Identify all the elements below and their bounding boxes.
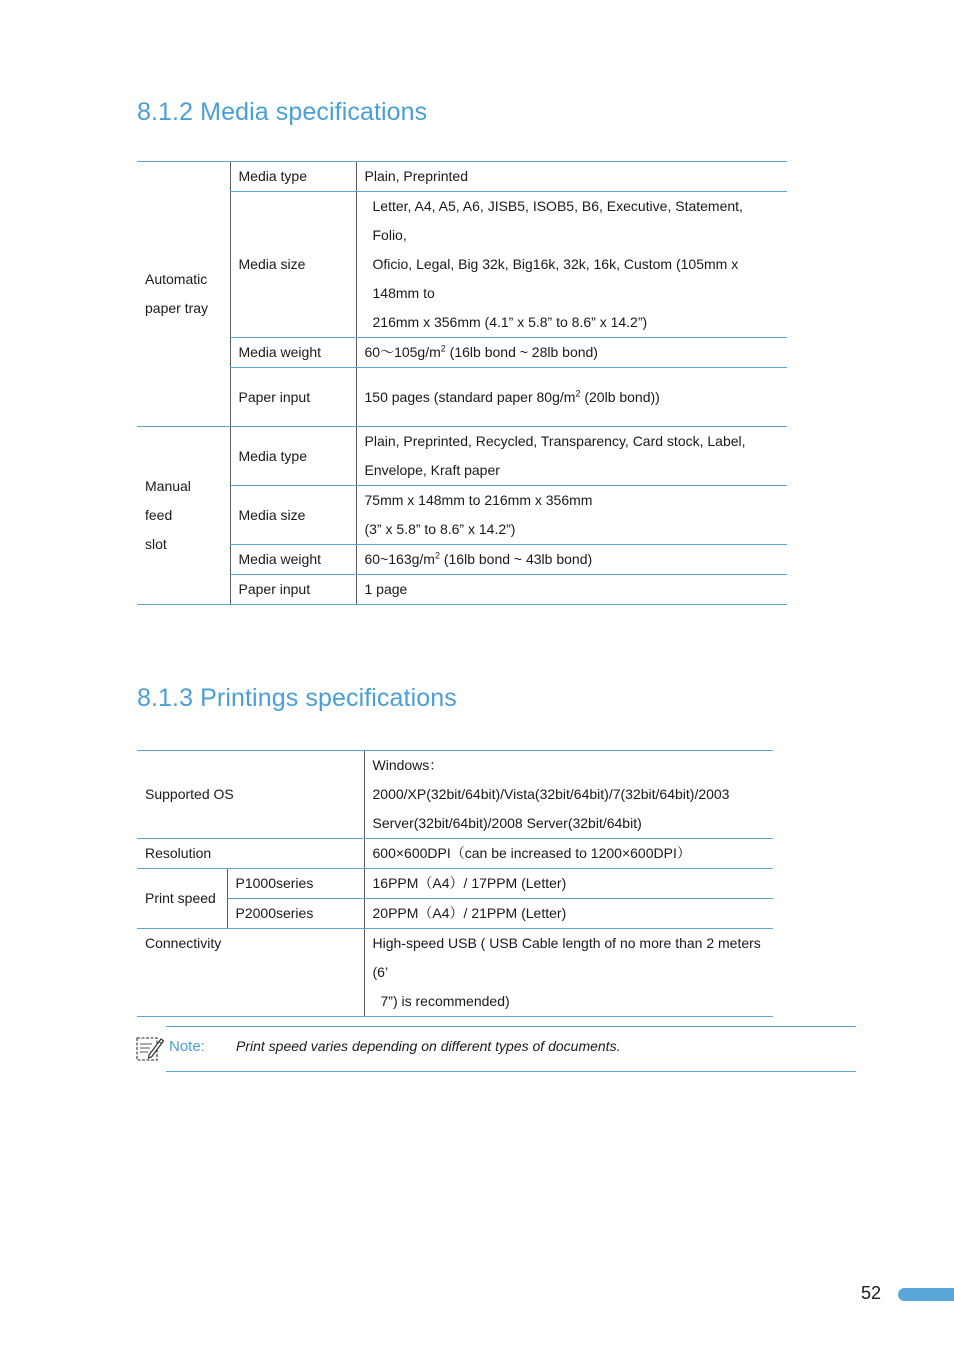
row-value-manual-media-type: Plain, Preprinted, Recycled, Transparency, Card stock, Label, Envelope, Kraft paper xyxy=(356,427,787,486)
row-value-supported-os: Windows： 2000/XP(32bit/64bit)/Vista(32bit/64bit)/7(32bit/64bit)/2003 Server(32bit/64bit)/2008 Server(32bit/64bit) xyxy=(364,751,773,839)
row-label-manual-media-weight: Media weight xyxy=(230,545,356,575)
group-manual-feed-slot: Manual feed slot xyxy=(137,427,230,605)
note-label: Note: xyxy=(169,1038,205,1055)
row-label-media-weight: Media weight xyxy=(230,338,356,368)
page-number: 52 xyxy=(861,1283,882,1303)
page-accent-bar xyxy=(898,1288,954,1301)
row-value-p1000-speed: 16PPM（A4）/ 17PPM (Letter) xyxy=(364,869,773,899)
row-label-media-type: Media type xyxy=(230,162,356,192)
row-value-connectivity: High-speed USB ( USB Cable length of no more than 2 meters (6’ 7”) is recommended) xyxy=(364,929,773,1017)
row-label-manual-paper-input: Paper input xyxy=(230,575,356,605)
row-label-media-size: Media size xyxy=(230,192,356,338)
row-label-manual-media-size: Media size xyxy=(230,486,356,545)
row-label-p1000-series: P1000series xyxy=(227,869,364,899)
section-title-media: 8.1.2 Media specifications xyxy=(137,98,428,126)
row-value-manual-media-size: 75mm x 148mm to 216mm x 356mm (3” x 5.8” to 8.6” x 14.2”) xyxy=(356,486,787,545)
printing-spec-table xyxy=(137,750,773,1017)
row-value-resolution: 600×600DPI（can be increased to 1200×600DPI） xyxy=(364,839,773,869)
note-text: Print speed varies depending on different types of documents. xyxy=(236,1038,621,1054)
row-value-manual-media-weight: $60\sim 163g/m^2$ (16lb bond ~ 43lb bond) xyxy=(356,545,787,575)
row-value-media-weight: $60\sim 105g/m^2$ (16lb bond ~ 28lb bond) xyxy=(356,338,787,368)
row-value-media-size: Letter, A4, A5, A6, JISB5, ISOB5, B6, Executive, Statement, Folio, Oficio, Legal, Big 32k, Big16k, 32k, 16k, Custom (105mm x 148mm to 216mm x 356mm (4.1” x 5.8” to 8.6” x 14.2”) xyxy=(356,192,787,338)
row-value-p2000-speed: 20PPM（A4）/ 21PPM (Letter) xyxy=(364,899,773,929)
group-automatic-paper-tray: Automatic paper tray xyxy=(137,162,230,427)
note-box xyxy=(135,1026,856,1071)
media-spec-table xyxy=(137,161,787,605)
row-label-manual-media-type: Media type xyxy=(230,427,356,486)
row-label-p2000-series: P2000series xyxy=(227,899,364,929)
row-value-media-type: Plain, Preprinted xyxy=(356,162,787,192)
row-label-paper-input: Paper input xyxy=(230,368,356,427)
row-label-connectivity: Connectivity xyxy=(137,929,364,1017)
row-value-manual-paper-input: 1 page xyxy=(356,575,787,605)
row-label-supported-os: Supported OS xyxy=(137,751,364,839)
section-title-printing: 8.1.3 Printings specifications xyxy=(137,684,457,712)
row-label-resolution: Resolution xyxy=(137,839,364,869)
note-pencil-icon xyxy=(135,1034,165,1062)
row-value-paper-input: 150 pages (standard paper $80g/m^2$ (20lb bond)) xyxy=(356,368,787,427)
row-label-print-speed: Print speed xyxy=(137,869,227,929)
